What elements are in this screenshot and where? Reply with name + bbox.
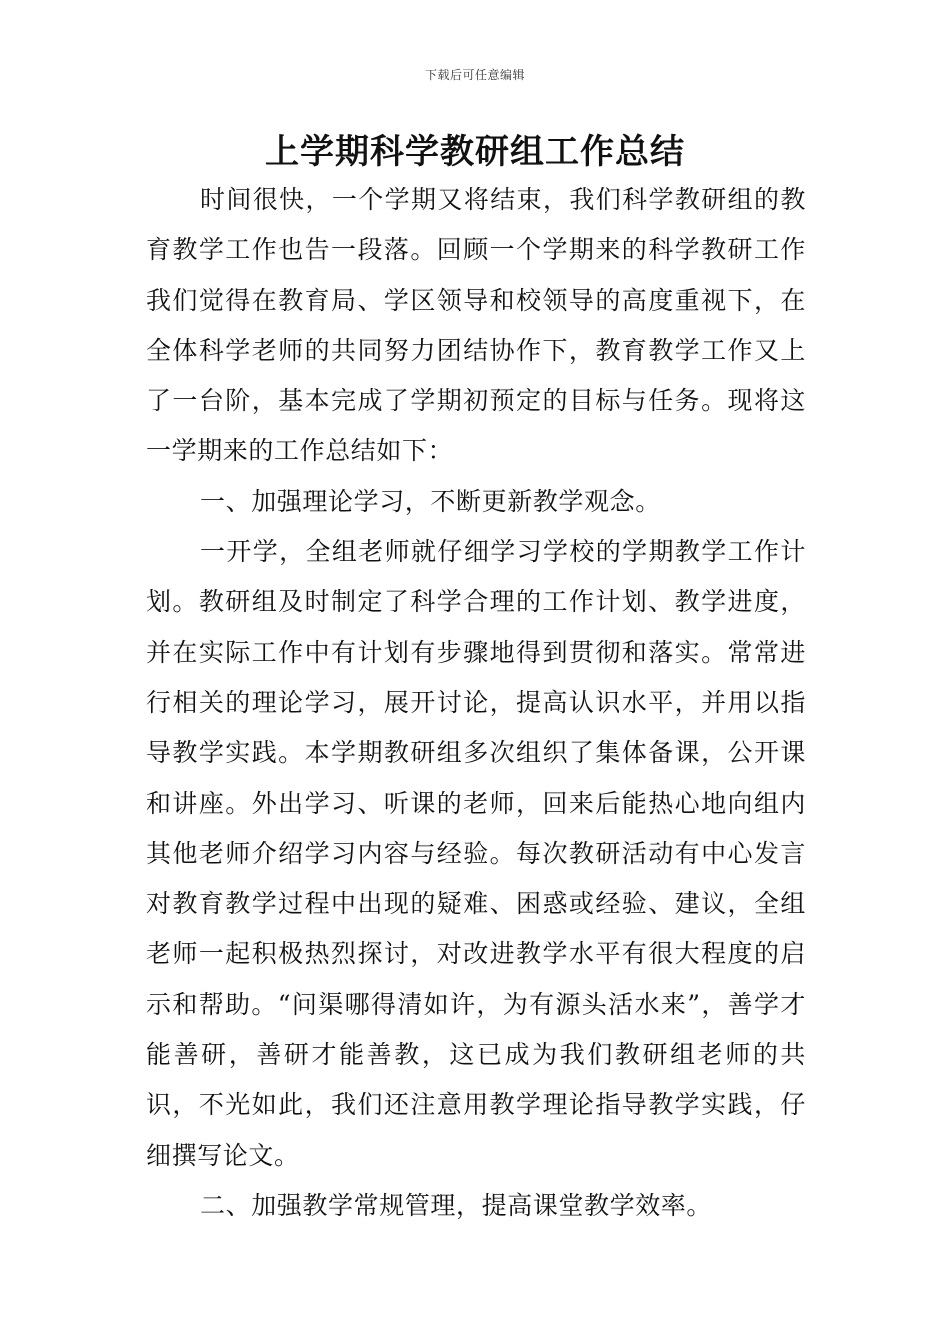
section-heading-1: 一、加强理论学习，不断更新教学观念。 <box>200 486 661 516</box>
header-note: 下载后可任意编辑 <box>424 68 525 82</box>
paragraph-section-1: 一开学，全组老师就仔细学习学校的学期教学工作计划。教研组及时制定了科学合理的工作计划、教学进度，并在实际工作中有计划有步骤地得到贯彻和落实。常常进行相关的理论学习，展开讨论，提高认识水平，并用以指导教学实践。本学期教研组多次组织了集体备课，公开课和讲座。外出学习、听课的老师，回来后能热心地向组内其他老师介绍学习内容与经验。每次教研活动有中心发言对教育教学过程中出现的疑难、困惑或经验、建议，全组老师一起积极热烈探讨，对改进教学水平有很大程度的启示和帮助。“问渠哪得清如许，为有源头活水来”，善学才能善研，善研才能善教，这已成为我们教研组老师的共识，不光如此，我们还注意用教学理论指导教学实践，仔细撰写论文。 <box>146 537 806 1170</box>
document-title: 上学期科学教研组工作总结 <box>265 132 685 172</box>
section-heading-2: 二、加强教学常规管理，提高课堂教学效率。 <box>200 1190 713 1220</box>
paragraph-intro: 时间很快，一个学期又将结束，我们科学教研组的教育教学工作也告一段落。回顾一个学期来的科学教研工作我们觉得在教育局、学区领导和校领导的高度重视下，在全体科学老师的共同努力团结协作下，教育教学工作又上了一台阶，基本完成了学期初预定的目标与任务。现将这一学期来的工作总结如下： <box>146 185 806 466</box>
document-body <box>146 175 806 1231</box>
